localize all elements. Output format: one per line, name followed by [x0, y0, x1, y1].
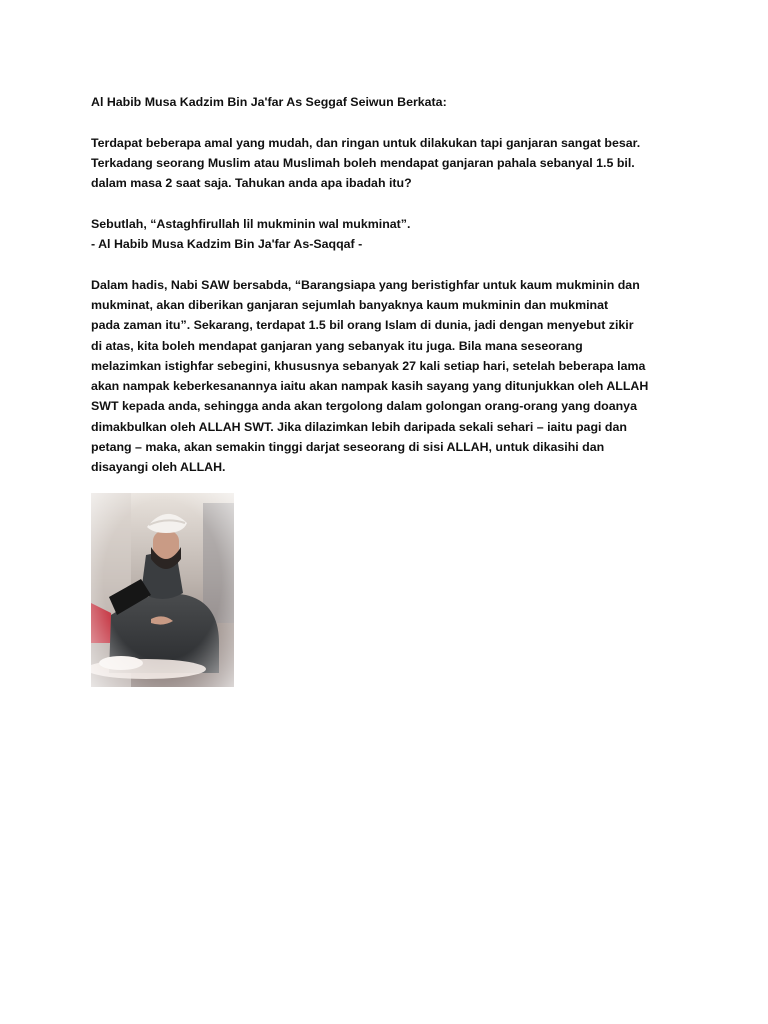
- body-line: mukminat, akan diberikan ganjaran sejumlah banyaknya kaum mukminin dan mukminat: [91, 297, 609, 312]
- intro-paragraph: [91, 133, 691, 194]
- body-line: melazimkan istighfar sebegini, khususnya sebanyak 27 kali setiap hari, setelah beberapa lama: [91, 358, 646, 373]
- document-text: [91, 92, 691, 498]
- portrait-illustration: [91, 493, 234, 687]
- quote-attribution: - Al Habib Musa Kadzim Bin Ja'far As-Saqqaf -: [91, 237, 363, 252]
- intro-line: Terdapat beberapa amal yang mudah, dan ringan untuk dilakukan tapi ganjaran sangat besar.: [91, 135, 641, 150]
- portrait-photo: [91, 493, 234, 687]
- body-line: petang – maka, akan semakin tinggi darjat seseorang di sisi ALLAH, untuk dikasihi dan: [91, 440, 605, 455]
- body-line: SWT kepada anda, sehingga anda akan tergolong dalam golongan orang-orang yang doanya: [91, 399, 637, 414]
- body-line: pada zaman itu”. Sekarang, terdapat 1.5 bil orang Islam di dunia, jadi dengan menyebut zikir: [91, 318, 634, 333]
- body-line: Dalam hadis, Nabi SAW bersabda, “Barangsiapa yang beristighfar untuk kaum mukminin dan: [91, 277, 640, 292]
- body-line: akan nampak keberkesanannya iaitu akan nampak kasih sayang yang ditunjukkan oleh ALLAH: [91, 379, 649, 394]
- quote-paragraph: [91, 214, 691, 255]
- body-line: disayangi oleh ALLAH.: [91, 460, 226, 475]
- body-paragraph: [91, 275, 691, 478]
- quote-line: Sebutlah, “Astaghfirullah lil mukminin wal mukminat”.: [91, 216, 411, 231]
- document-heading: [91, 92, 691, 112]
- intro-line: Terkadang seorang Muslim atau Muslimah boleh mendapat ganjaran pahala sebanyal 1.5 bil.: [91, 155, 635, 170]
- heading-line: Al Habib Musa Kadzim Bin Ja'far As Seggaf Seiwun Berkata:: [91, 95, 447, 109]
- body-line: di atas, kita boleh mendapat ganjaran yang sebanyak itu juga. Bila mana seseorang: [91, 338, 583, 353]
- intro-line: dalam masa 2 saat saja. Tahukan anda apa ibadah itu?: [91, 176, 412, 191]
- body-line: dimakbulkan oleh ALLAH SWT. Jika dilazimkan lebih daripada sekali sehari – iaitu pagi dan: [91, 419, 627, 434]
